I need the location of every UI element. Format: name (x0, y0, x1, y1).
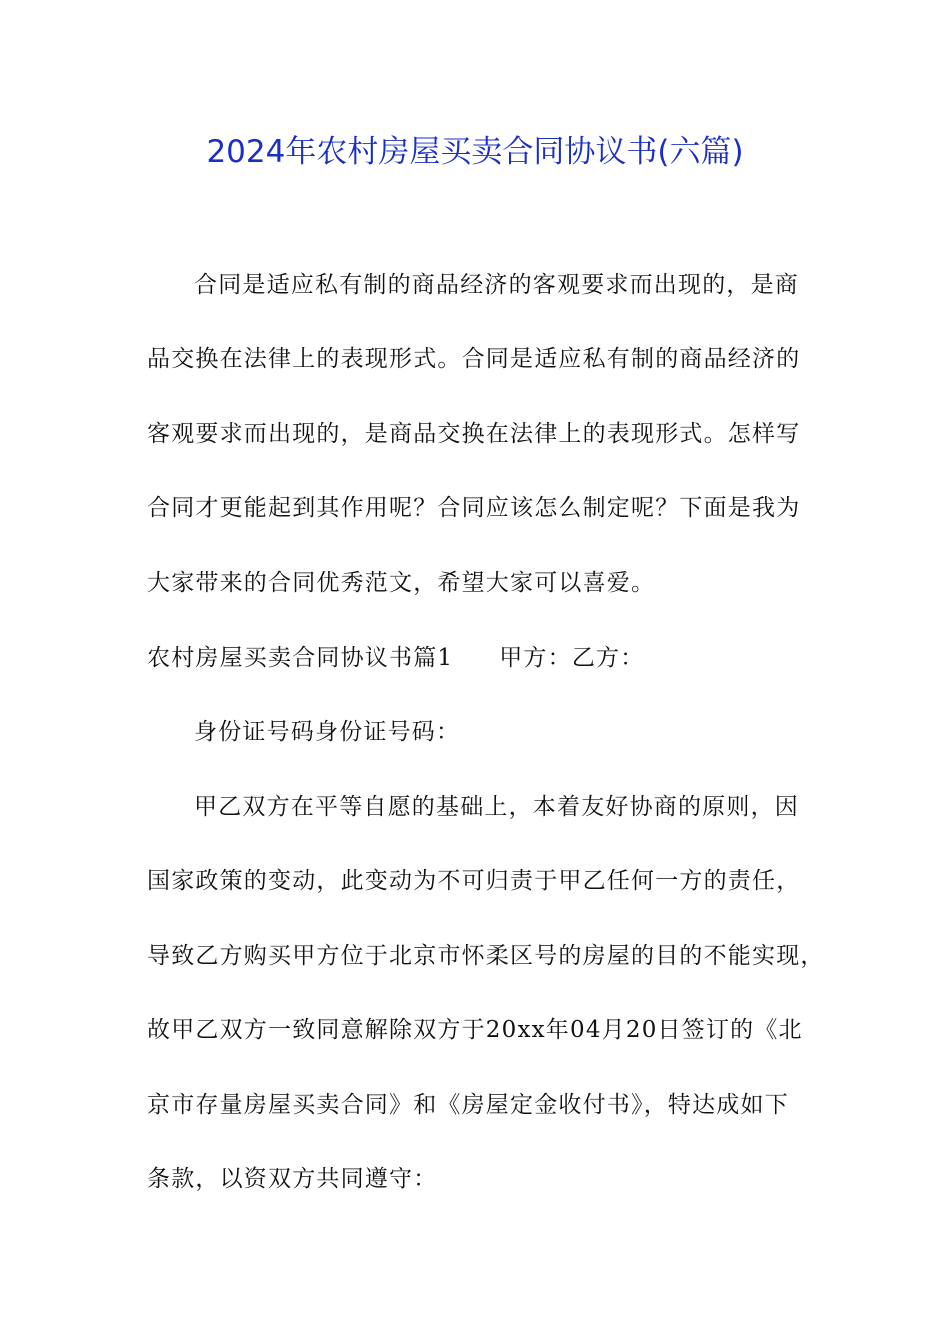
clause-line-4: 故甲乙双方一致同意解除双方于20xx年04月20日签订的《北 (147, 1017, 803, 1043)
intro-line-4: 合同才更能起到其作用呢？合同应该怎么制定呢？下面是我为 (147, 495, 801, 521)
id-number-line: 身份证号码身份证号码： (194, 719, 461, 745)
document-title: 2024年农村房屋买卖合同协议书(六篇) (206, 134, 744, 170)
clause-line-5: 京市存量房屋买卖合同》和《房屋定金收付书》，特达成如下 (147, 1092, 789, 1118)
intro-line-1: 合同是适应私有制的商品经济的客观要求而出现的，是商 (194, 272, 799, 298)
intro-line-2: 品交换在法律上的表现形式。合同是适应私有制的商品经济的 (147, 346, 801, 372)
section-heading-row (147, 641, 644, 675)
clause-line-2: 国家政策的变动，此变动为不可归责于甲乙任何一方的责任， (147, 868, 801, 894)
intro-line-3: 客观要求而出现的，是商品交换在法律上的表现形式。怎样写 (147, 421, 801, 447)
intro-line-5: 大家带来的合同优秀范文，希望大家可以喜爱。 (147, 570, 656, 596)
parties-text: 甲方：乙方： (499, 645, 645, 671)
clause-line-3: 导致乙方购买甲方位于北京市怀柔区号的房屋的目的不能实现， (147, 943, 825, 969)
clause-line-1: 甲乙双方在平等自愿的基础上，本着友好协商的原则，因 (194, 794, 799, 820)
clause-line-6: 条款，以资双方共同遵守： (147, 1166, 438, 1192)
section-heading: 农村房屋买卖合同协议书篇1 (147, 645, 454, 671)
